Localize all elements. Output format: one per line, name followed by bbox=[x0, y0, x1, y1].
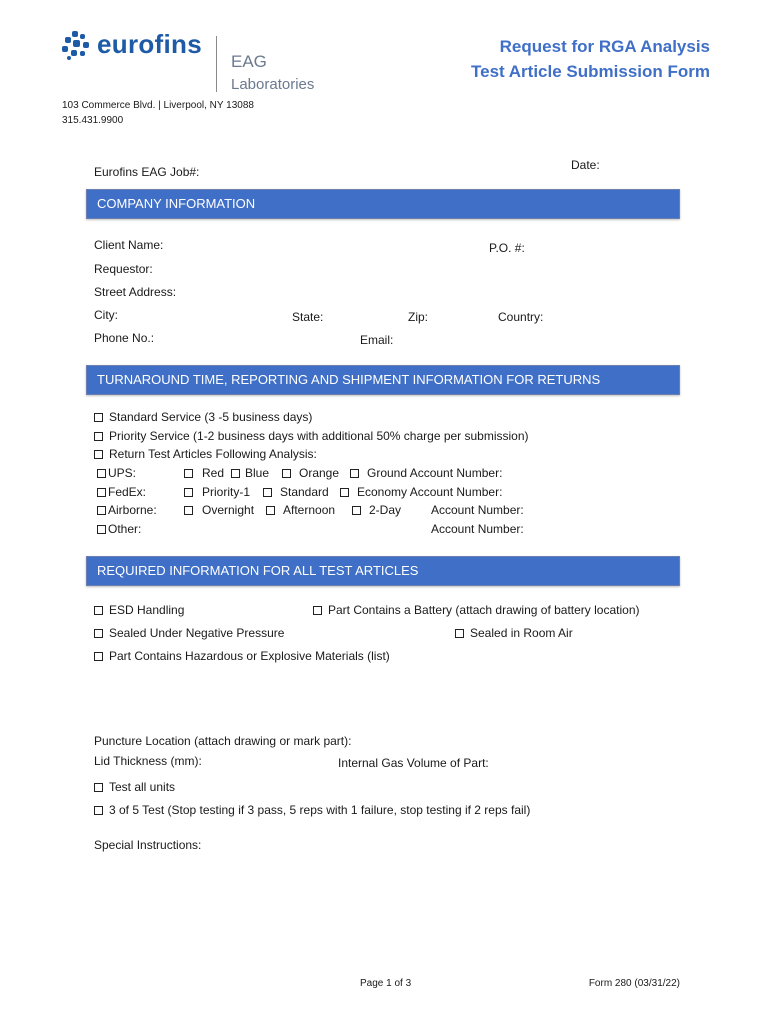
eag-logo-line2: Laboratories bbox=[231, 76, 315, 93]
sealed-room-air-option[interactable]: Sealed in Room Air bbox=[455, 626, 573, 640]
internal-gas-volume-label: Internal Gas Volume of Part: bbox=[338, 756, 489, 770]
priority-service-checkbox[interactable] bbox=[94, 432, 103, 441]
form-title-line1: Request for RGA Analysis bbox=[499, 37, 710, 56]
fedex-option[interactable]: FedEx: bbox=[97, 485, 146, 499]
eag-logo-line1: EAG bbox=[231, 52, 267, 71]
section-company-information: COMPANY INFORMATION bbox=[86, 189, 680, 219]
esd-handling-option[interactable]: ESD Handling bbox=[94, 603, 184, 617]
job-number-label: Eurofins EAG Job#: bbox=[94, 165, 200, 179]
special-instructions-label: Special Instructions: bbox=[94, 838, 202, 852]
test-all-units-checkbox[interactable] bbox=[94, 783, 103, 792]
test-all-units-option[interactable]: Test all units bbox=[94, 780, 175, 794]
lab-phone: 315.431.9900 bbox=[62, 115, 124, 126]
state-label: State: bbox=[292, 310, 324, 324]
form-number: Form 280 (03/31/22) bbox=[588, 978, 680, 989]
ups-option[interactable]: UPS: bbox=[97, 466, 136, 480]
ups-orange-option[interactable]: Orange bbox=[282, 466, 339, 480]
hazardous-materials-checkbox[interactable] bbox=[94, 652, 103, 661]
fedex-priority-option[interactable]: Priority-1 bbox=[184, 485, 250, 499]
ups-red-option[interactable]: Red bbox=[184, 466, 224, 480]
logo-divider bbox=[216, 36, 217, 92]
battery-option[interactable]: Part Contains a Battery (attach drawing of battery location) bbox=[313, 603, 640, 617]
standard-service-option[interactable]: Standard Service (3 -5 business days) bbox=[94, 410, 312, 424]
fedex-checkbox[interactable] bbox=[97, 488, 106, 497]
airborne-checkbox[interactable] bbox=[97, 506, 106, 515]
ups-ground-checkbox[interactable] bbox=[350, 469, 359, 478]
esd-handling-checkbox[interactable] bbox=[94, 606, 103, 615]
email-label: Email: bbox=[360, 333, 394, 347]
ups-checkbox[interactable] bbox=[97, 469, 106, 478]
date-label: Date: bbox=[571, 158, 600, 172]
airborne-2day-option[interactable]: 2-Day bbox=[352, 503, 401, 517]
battery-checkbox[interactable] bbox=[313, 606, 322, 615]
fedex-priority-checkbox[interactable] bbox=[184, 488, 193, 497]
phone-label: Phone No.: bbox=[94, 331, 155, 345]
sealed-negative-pressure-option[interactable]: Sealed Under Negative Pressure bbox=[94, 626, 284, 640]
ups-red-checkbox[interactable] bbox=[184, 469, 193, 478]
lab-address: 103 Commerce Blvd. | Liverpool, NY 13088 bbox=[62, 100, 254, 111]
three-of-five-test-option[interactable]: 3 of 5 Test (Stop testing if 3 pass, 5 reps with 1 failure, stop testing if 2 reps fail) bbox=[94, 803, 530, 817]
return-articles-checkbox[interactable] bbox=[94, 450, 103, 459]
section-turnaround: TURNAROUND TIME, REPORTING AND SHIPMENT INFORMATION FOR RETURNS bbox=[86, 365, 680, 395]
form-title-line2: Test Article Submission Form bbox=[471, 62, 710, 81]
ups-blue-checkbox[interactable] bbox=[231, 469, 240, 478]
three-of-five-test-checkbox[interactable] bbox=[94, 806, 103, 815]
country-label: Country: bbox=[498, 310, 544, 324]
ups-orange-checkbox[interactable] bbox=[282, 469, 291, 478]
airborne-2day-checkbox[interactable] bbox=[352, 506, 361, 515]
fedex-economy-account-option[interactable]: Economy Account Number: bbox=[340, 485, 502, 499]
sealed-negative-pressure-checkbox[interactable] bbox=[94, 629, 103, 638]
po-label: P.O. #: bbox=[489, 241, 525, 255]
airborne-afternoon-checkbox[interactable] bbox=[266, 506, 275, 515]
priority-service-option[interactable]: Priority Service (1-2 business days with additional 50% charge per submission) bbox=[94, 429, 529, 443]
airborne-account-label: Account Number: bbox=[431, 503, 524, 517]
requestor-label: Requestor: bbox=[94, 262, 153, 276]
fedex-standard-option[interactable]: Standard bbox=[263, 485, 329, 499]
hazardous-materials-option[interactable]: Part Contains Hazardous or Explosive Materials (list) bbox=[94, 649, 390, 663]
eurofins-logo-text: eurofins bbox=[97, 29, 202, 59]
page-number: Page 1 of 3 bbox=[360, 978, 412, 989]
airborne-afternoon-option[interactable]: Afternoon bbox=[266, 503, 335, 517]
city-label: City: bbox=[94, 308, 118, 322]
client-name-label: Client Name: bbox=[94, 238, 164, 252]
return-articles-option[interactable]: Return Test Articles Following Analysis: bbox=[94, 447, 317, 461]
airborne-overnight-option[interactable]: Overnight bbox=[184, 503, 254, 517]
fedex-standard-checkbox[interactable] bbox=[263, 488, 272, 497]
other-carrier-option[interactable]: Other: bbox=[97, 522, 141, 536]
eurofins-logo-mark bbox=[62, 31, 92, 61]
standard-service-checkbox[interactable] bbox=[94, 413, 103, 422]
ups-ground-account-option[interactable]: Ground Account Number: bbox=[350, 466, 502, 480]
other-account-label: Account Number: bbox=[431, 522, 524, 536]
puncture-location-label: Puncture Location (attach drawing or mark part): bbox=[94, 734, 352, 748]
airborne-overnight-checkbox[interactable] bbox=[184, 506, 193, 515]
street-address-label: Street Address: bbox=[94, 285, 177, 299]
section-required-information: REQUIRED INFORMATION FOR ALL TEST ARTICLES bbox=[86, 556, 680, 586]
other-carrier-checkbox[interactable] bbox=[97, 525, 106, 534]
lid-thickness-label: Lid Thickness (mm): bbox=[94, 754, 202, 768]
fedex-economy-checkbox[interactable] bbox=[340, 488, 349, 497]
ups-blue-option[interactable]: Blue bbox=[231, 466, 269, 480]
airborne-option[interactable]: Airborne: bbox=[97, 503, 157, 517]
sealed-room-air-checkbox[interactable] bbox=[455, 629, 464, 638]
zip-label: Zip: bbox=[408, 310, 429, 324]
